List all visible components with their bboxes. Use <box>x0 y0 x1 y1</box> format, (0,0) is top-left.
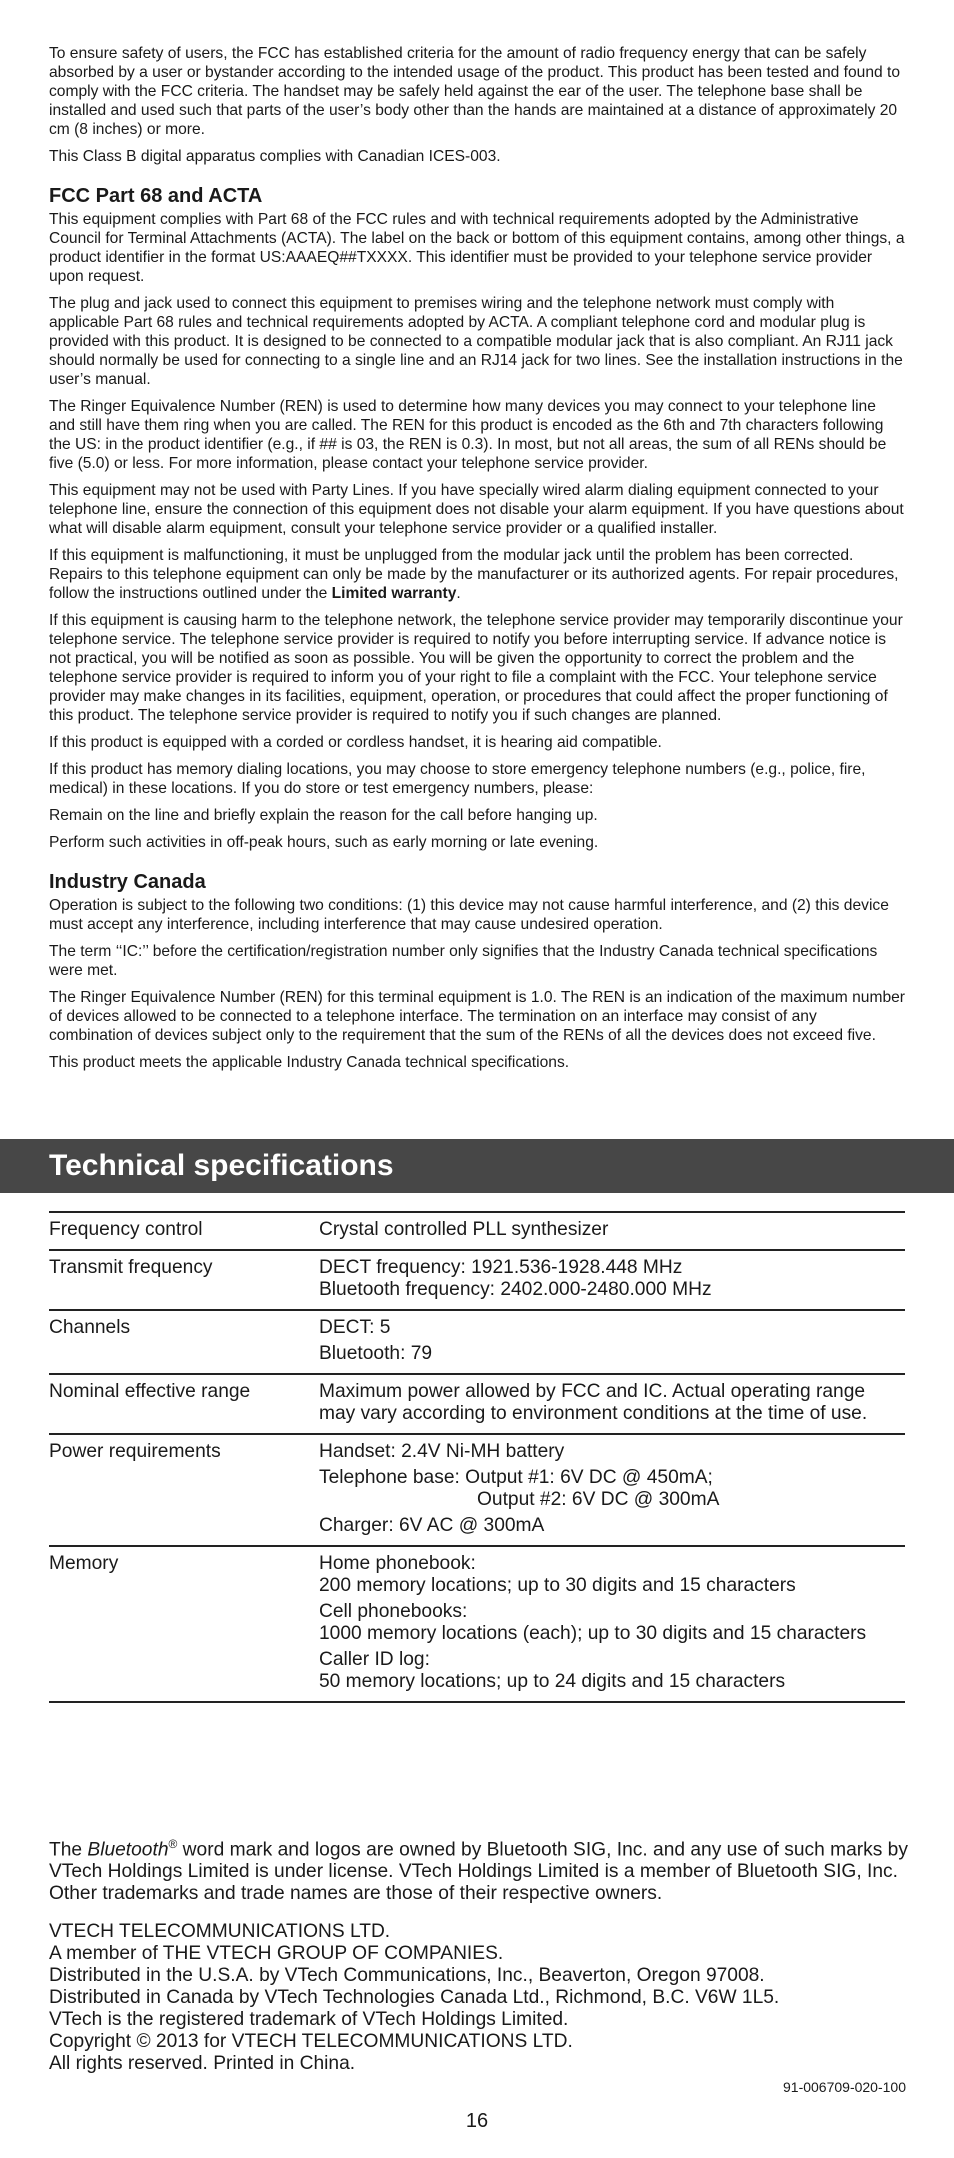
company-line: Distributed in Canada by VTech Technologies Canada Ltd., Richmond, B.C. V6W 1L5. <box>49 1987 780 2008</box>
company-line: Copyright © 2013 for VTECH TELECOMMUNICATIONS LTD. <box>49 2031 573 2052</box>
industry-canada-heading: Industry Canada <box>49 871 206 893</box>
spec-value-line: Cell phonebooks: <box>319 1601 468 1622</box>
spec-value-line: Caller ID log: <box>319 1649 430 1670</box>
fcc68-text: . <box>456 585 461 602</box>
tech-specs-table <box>49 1211 905 1703</box>
fcc68-paragraph: If this product is equipped with a corded or cordless handset, it is hearing aid compatible. <box>49 734 662 751</box>
page-number: 16 <box>465 2110 489 2132</box>
fcc68-paragraph <box>49 546 905 603</box>
spec-value-line: Charger: 6V AC @ 300mA <box>319 1515 545 1536</box>
spec-row <box>49 1250 905 1310</box>
company-line: VTech is the registered trademark of VTech Holdings Limited. <box>49 2009 569 2030</box>
trademark-text: The <box>49 1839 88 1861</box>
fcc68-paragraph: The plug and jack used to connect this equipment to premises wiring and the telephone network must comply with applicable Part 68 rules and technical requirements adopted by ACTA. A compliant telephone cord and modular plug is provided with this product. It is designed to be connected to a compatible modular jack that is also compliant. An RJ11 jack should normally be used for connecting to a single line and an RJ14 jack for two lines. See the installation instructions in the user’s manual. <box>49 295 903 388</box>
fcc68-paragraph: The Ringer Equivalence Number (REN) is used to determine how many devices you may connect to your telephone line and still have them ring when you are called. The REN for this product is encoded as the 6th and 7th characters following the US: in the product identifier (e.g., if ## is 03, the REN is 0.3). In most, but not all areas, the sum of all RENs should be five (5.0) or less. For more information, please contact your telephone service provider. <box>49 398 887 472</box>
company-info <box>49 1921 919 2075</box>
spec-value-line: 50 memory locations; up to 24 digits and 15 characters <box>319 1671 786 1692</box>
trademark-text: word mark and logos are owned by Bluetooth SIG, Inc. and any use of such marks by VTech Holdings Limited is under license. VTech Holdings Limited is a member of Bluetooth SIG, Inc. Other trademarks and trade names are those of their respective owners. <box>49 1839 908 1905</box>
ic-paragraph: This product meets the applicable Industry Canada technical specifications. <box>49 1054 570 1071</box>
company-line: VTECH TELECOMMUNICATIONS LTD. <box>49 1921 391 1942</box>
ic-paragraph: The term ‘‘IC:’’ before the certification/registration number only signifies that the Industry Canada technical specifications were met. <box>49 943 878 979</box>
spec-value-line: Output #2: 6V DC @ 300mA <box>477 1489 720 1510</box>
fcc68-paragraph: If this equipment is causing harm to the telephone network, the telephone service provider may temporarily discontinue your telephone service. The telephone service provider is required to notify you before interrupting service. If advance notice is not practical, you will be notified as soon as possible. You will be given the opportunity to correct the problem and the telephone service provider is required to inform you of your right to file a complaint with the FCC. Your telephone service provider may make changes in its facilities, equipment, operation, or procedures that could affect the proper functioning of this product. The telephone service provider is required to notify you if such changes are planned. <box>49 612 903 724</box>
spec-value-line: 200 memory locations; up to 30 digits and 15 characters <box>319 1575 796 1596</box>
bluetooth-wordmark: Bluetooth <box>87 1839 169 1861</box>
company-line: Distributed in the U.S.A. by VTech Communications, Inc., Beaverton, Oregon 97008. <box>49 1965 765 1986</box>
ic-paragraph: The Ringer Equivalence Number (REN) for this terminal equipment is 1.0. The REN is an indication of the maximum number of devices allowed to be connected to a telephone interface. The termination on an interface may consist of any combination of devices subject only to the requirement that the sum of the RENs of all the devices does not exceed five. <box>49 989 906 1044</box>
spec-label: Frequency control <box>49 1212 319 1250</box>
part-number: 91-006709-020-100 <box>783 2079 906 2095</box>
registered-mark: ® <box>168 1837 178 1851</box>
spec-row <box>49 1310 905 1374</box>
spec-value-line: Home phonebook: <box>319 1553 476 1574</box>
spec-value-line: Maximum power allowed by FCC and IC. Actual operating range may vary according to environment conditions at the time of use. <box>319 1381 868 1424</box>
fcc68-paragraph: This equipment complies with Part 68 of the FCC rules and with technical requirements adopted by the Administrative Council for Terminal Attachments (ACTA). The label on the back or bottom of this equipment contains, among other things, a product identifier in the format US:AAAEQ##TXXXX. This identifier must be provided to your telephone service provider upon request. <box>49 211 905 285</box>
spec-value-line: DECT frequency: 1921.536-1928.448 MHz <box>319 1257 683 1278</box>
bluetooth-trademark-notice <box>49 1833 919 1905</box>
spec-value-line: Crystal controlled PLL synthesizer <box>319 1219 609 1240</box>
fcc68-paragraph: Remain on the line and briefly explain the reason for the call before hanging up. <box>49 807 598 824</box>
fcc68-text: If this equipment is malfunctioning, it must be unplugged from the modular jack until the problem has been corrected. Repairs to this telephone equipment can only be made by the manufacturer or its authorized agents. For repair procedures, follow the instructions outlined under the <box>49 547 899 602</box>
spec-value <box>319 1310 905 1374</box>
fcc68-paragraph: This equipment may not be used with Party Lines. If you have specially wired alarm dialing equipment connected to your telephone line, ensure the connection of this equipment does not disable your alarm equipment. If you have questions about what will disable alarm equipment, consult your telephone service provider or a qualified installer. <box>49 482 904 537</box>
spec-value-line: 1000 memory locations (each); up to 30 digits and 15 characters <box>319 1623 867 1644</box>
spec-value <box>319 1546 905 1702</box>
spec-value-line: Telephone base: Output #1: 6V DC @ 450mA; <box>319 1467 713 1488</box>
spec-label: Transmit frequency <box>49 1250 319 1310</box>
tech-specs-banner: Technical specifications <box>0 1139 954 1193</box>
spec-label: Memory <box>49 1546 319 1702</box>
fcc68-paragraph: Perform such activities in off-peak hours, such as early morning or late evening. <box>49 834 599 851</box>
spec-row <box>49 1546 905 1702</box>
fcc68-paragraph: If this product has memory dialing locations, you may choose to store emergency telephone numbers (e.g., police, fire, medical) in these locations. If you do store or test emergency numbers, please: <box>49 761 866 797</box>
spec-value <box>319 1374 905 1434</box>
company-line: All rights reserved. Printed in China. <box>49 2053 356 2074</box>
spec-value-line: Bluetooth frequency: 2402.000-2480.000 MHz <box>319 1279 712 1300</box>
spec-label: Nominal effective range <box>49 1374 319 1434</box>
ices-paragraph: This Class B digital apparatus complies with Canadian ICES-003. <box>49 148 501 165</box>
spec-row <box>49 1212 905 1250</box>
spec-label: Power requirements <box>49 1434 319 1546</box>
spec-value <box>319 1250 905 1310</box>
spec-row <box>49 1374 905 1434</box>
spec-value-line: Handset: 2.4V Ni-MH battery <box>319 1441 565 1462</box>
limited-warranty-ref: Limited warranty <box>331 585 457 602</box>
spec-value <box>319 1212 905 1250</box>
ic-paragraph: Operation is subject to the following two conditions: (1) this device may not cause harmful interference, and (2) this device must accept any interference, including interference that may cause undesired operation. <box>49 897 889 933</box>
regulatory-text <box>49 44 905 1080</box>
spec-label: Channels <box>49 1310 319 1374</box>
company-line: A member of THE VTECH GROUP OF COMPANIES. <box>49 1943 504 1964</box>
spec-value <box>319 1434 905 1546</box>
fcc68-heading: FCC Part 68 and ACTA <box>49 185 263 207</box>
spec-row <box>49 1434 905 1546</box>
fcc-rf-paragraph: To ensure safety of users, the FCC has established criteria for the amount of radio frequency energy that can be safely absorbed by a user or bystander according to the intended usage of the product. This product has been tested and found to comply with the FCC criteria. The handset may be safely held against the ear of the user. The telephone base shall be installed and used such that parts of the user’s body other than the hands are maintained at a distance of approximately 20 cm (8 inches) or more. <box>49 45 901 138</box>
spec-value-line: DECT: 5 <box>319 1317 391 1338</box>
spec-value-line: Bluetooth: 79 <box>319 1343 433 1364</box>
